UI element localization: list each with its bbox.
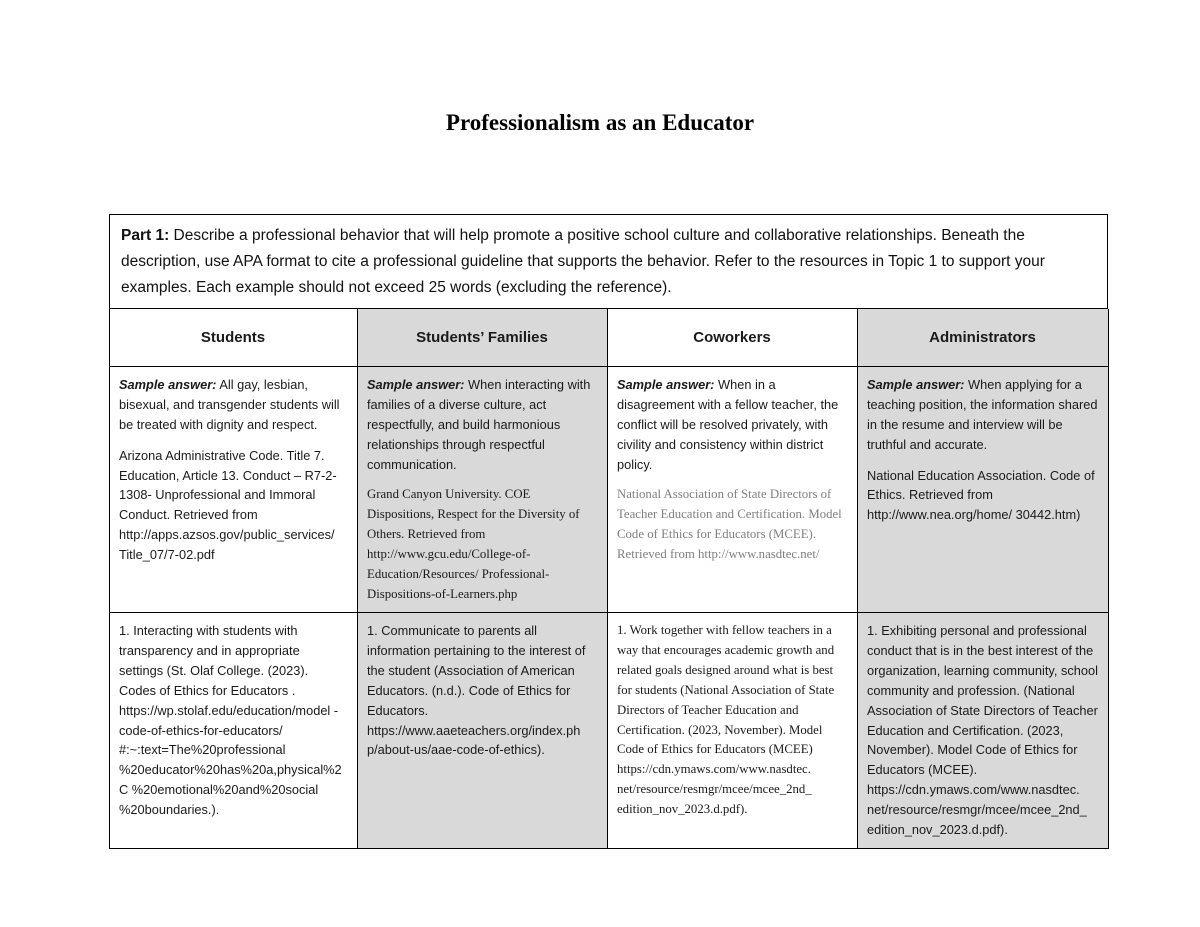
answer-cell-students-families — [358, 613, 608, 848]
answer-cell-coworkers — [608, 613, 858, 848]
column-header-administrators: Administrators — [858, 309, 1109, 367]
sample-cell-coworkers — [608, 367, 858, 613]
sample-cell-students — [110, 367, 358, 613]
column-header-students-families: Students’ Families — [358, 309, 608, 367]
answer-cell-students — [110, 613, 358, 848]
sample-cell-students-families — [358, 367, 608, 613]
sample-paragraph — [367, 375, 597, 474]
sample-answer-text: When in a disagreement with a fellow teacher, the conflict will be resolved privately, with civility and consistency within district policy. — [617, 377, 839, 472]
sample-answer-text: When applying for a teaching position, the information shared in the resume and interview will be truthful and accurate. — [867, 377, 1098, 452]
column-header-students: Students — [110, 309, 358, 367]
sample-answer-text: All gay, lesbian, bisexual, and transgender students will be treated with dignity and respect. — [119, 377, 340, 432]
answer-coworkers: 1. Work together with fellow teachers in a way that encourages academic growth and related goals designed around what is best for students (National Association of State Directors of Teacher Education and Certification. (2023, November). Model Code of Ethics for Educators (MCEE) https://cdn.ymaws.com/www.nasdtec. net/resource/resmgr/mcee/mcee_2nd_ edition_nov_2023.d.pdf). — [617, 623, 835, 816]
document-table — [109, 214, 1108, 849]
page-title: Professionalism as an Educator — [445, 110, 755, 135]
sample-answer-label: Sample answer: — [119, 377, 217, 393]
answer-students-families: 1. Communicate to parents all information pertaining to the interest of the student (Association of American Educators. (n.d.). Code of Ethics for Educators. https://www.aaeteachers.org/index.ph p/about-us/aae-code-of-ethics). — [367, 623, 586, 758]
answer-students: 1. Interacting with students with transparency and in appropriate settings (St. Olaf College. (2023). Codes of Ethics for Educators . https://wp.stolaf.edu/education/model -code-of-ethics-for-educators/ #:~:text=The%20professional %20educator%20has%20a,physical%2C %20emotional%20and%20social %20boundaries.). — [119, 623, 342, 817]
sample-answer-row — [110, 367, 1108, 613]
citation-coworkers: National Association of State Directors of Teacher Education and Certification. Model Code of Ethics for Educators (MCEE). Retrieved from http://www.nasdtec.net/ — [617, 487, 842, 561]
sample-answer-label: Sample answer: — [867, 377, 965, 393]
part1-label: Part 1: — [121, 227, 170, 244]
column-header-coworkers: Coworkers — [608, 309, 858, 367]
answer-row — [110, 613, 1108, 848]
table-header-row — [110, 309, 1108, 367]
part1-text: Describe a professional behavior that will help promote a positive school culture and collaborative relationships. Beneath the description, use APA format to cite a professional guideline that supports the behavior. Refer to the resources in Topic 1 to support your examples. Each example should not exceed 25 words (excluding the reference). — [121, 227, 1045, 297]
answer-administrators: 1. Exhibiting personal and professional conduct that is in the best interest of the organization, learning community, school community and profession. (National Association of State Directors of Teacher Education and Certification. (2023, November). Model Code of Ethics for Educators (MCEE). https://cdn.ymaws.com/www.nasdtec. net/resource/resmgr/mcee/mcee_2nd_ edition_nov_2023.d.pdf). — [867, 623, 1098, 837]
answer-cell-administrators — [858, 613, 1109, 848]
part1-instructions — [110, 215, 1108, 309]
citation-students-families: Grand Canyon University. COE Dispositions, Respect for the Diversity of Others. Retrieved from http://www.gcu.edu/College-of-Education/Resources/ Professional-Dispositions-of-Learners.php — [367, 487, 580, 601]
sample-paragraph — [617, 375, 847, 474]
sample-answer-label: Sample answer: — [617, 377, 715, 393]
sample-answer-label: Sample answer: — [367, 377, 465, 393]
sample-paragraph — [119, 375, 347, 434]
sample-cell-administrators — [858, 367, 1109, 613]
sample-paragraph — [867, 375, 1098, 454]
citation-students: Arizona Administrative Code. Title 7. Education, Article 13. Conduct – R7-2-1308- Unprofessional and Immoral Conduct. Retrieved from http://apps.azsos.gov/public_services/ Title_07/7-02.pdf — [119, 447, 337, 562]
citation-administrators: National Education Association. Code of Ethics. Retrieved from http://www.nea.org/home/ 30442.htm) — [867, 467, 1095, 523]
sample-answer-text: When interacting with families of a diverse culture, act respectfully, and build harmonious relationships through respectful communication. — [367, 377, 591, 472]
